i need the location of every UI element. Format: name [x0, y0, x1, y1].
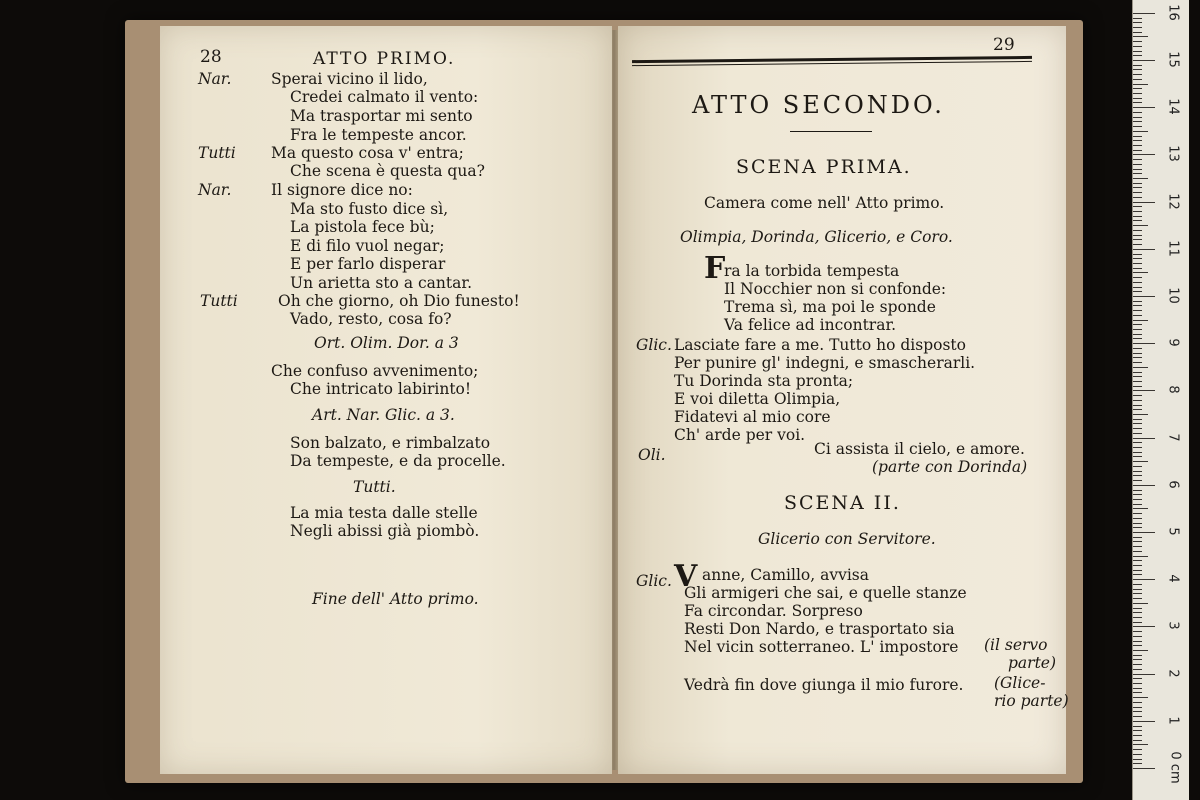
verse-line: anne, Camillo, avvisa [702, 566, 869, 584]
ruler-tick [1133, 159, 1142, 160]
verse-line: Credei calmato il vento: [290, 88, 479, 106]
ruler-tick [1133, 584, 1142, 585]
ruler-tick [1133, 390, 1155, 391]
verse-line: Il signore dice no: [271, 181, 413, 199]
ruler-tick [1133, 36, 1148, 37]
ruler-tick [1133, 532, 1155, 533]
ruler-tick [1133, 192, 1142, 193]
ruler-tick [1133, 287, 1142, 288]
ruler-tick [1133, 51, 1142, 52]
ruler-tick [1133, 126, 1142, 127]
speaker-label: Nar. [198, 70, 232, 88]
ruler-tick [1133, 471, 1142, 472]
ruler-tick [1133, 263, 1142, 264]
speaker-label: Glic. [636, 572, 672, 590]
ruler-tick [1133, 272, 1148, 273]
ruler-tick [1133, 112, 1142, 113]
ruler-tick [1133, 664, 1142, 665]
verse-line: Negli abissi già piombò. [290, 522, 480, 540]
ruler-tick [1133, 711, 1142, 712]
ruler-label: 16 [1165, 4, 1181, 21]
ruler-tick [1133, 140, 1142, 141]
verse-line: Il Nocchier non si confonde: [724, 280, 947, 298]
ruler-tick [1133, 433, 1142, 434]
ruler-tick [1133, 121, 1142, 122]
ruler-tick [1133, 688, 1142, 689]
ruler-tick [1133, 518, 1142, 519]
ruler-tick [1133, 235, 1142, 236]
ruler-tick [1133, 560, 1142, 561]
ruler-tick [1133, 631, 1142, 632]
ruler-tick [1133, 386, 1142, 387]
ruler-tick [1133, 475, 1142, 476]
ruler-tick [1133, 645, 1142, 646]
ruler-tick [1133, 164, 1142, 165]
speaker-label: Glic. [636, 336, 672, 354]
ruler-tick [1133, 117, 1142, 118]
ruler-label: 1 [1165, 716, 1181, 725]
verse-line: E di filo vuol negar; [290, 237, 445, 255]
ruler-tick [1133, 145, 1142, 146]
ruler-label: 10 [1165, 287, 1181, 304]
stage-direction: (Glice- [994, 674, 1046, 692]
ruler-tick [1133, 556, 1148, 557]
ruler-tick [1133, 320, 1148, 321]
ruler-tick [1133, 282, 1142, 283]
ensemble-label: Art. Nar. Glic. a 3. [312, 406, 455, 424]
ruler-tick [1133, 98, 1142, 99]
verse-line: Da tempeste, e da procelle. [290, 452, 506, 470]
ruler-tick [1133, 291, 1142, 292]
ruler-tick [1133, 456, 1142, 457]
ruler-tick [1133, 268, 1142, 269]
verse-line: Nel vicin sotterraneo. L' impostore [684, 638, 959, 656]
ruler-tick [1133, 768, 1155, 769]
ruler-tick [1133, 107, 1155, 108]
ruler-tick [1133, 452, 1142, 453]
ruler-tick [1133, 730, 1142, 731]
ruler-tick [1133, 301, 1142, 302]
ruler-tick [1133, 22, 1142, 23]
ruler-tick [1133, 763, 1142, 764]
ruler-tick [1133, 565, 1142, 566]
ruler-tick [1133, 178, 1148, 179]
ruler-label: 4 [1165, 574, 1181, 583]
ruler-tick [1133, 216, 1142, 217]
ruler-tick [1133, 338, 1142, 339]
ruler-tick [1133, 669, 1142, 670]
ruler-tick [1133, 69, 1142, 70]
ruler-tick [1133, 362, 1142, 363]
ruler-tick [1133, 683, 1142, 684]
running-head: ATTO PRIMO. [313, 49, 456, 69]
ruler-tick [1133, 744, 1148, 745]
ruler-tick [1133, 343, 1155, 344]
verse-line: Tu Dorinda sta pronta; [674, 372, 854, 390]
ruler-tick [1133, 579, 1155, 580]
ruler-tick [1133, 315, 1142, 316]
page-number: 28 [200, 47, 222, 67]
ruler-tick [1133, 136, 1142, 137]
speaker-label: Tutti [198, 144, 236, 162]
verse-line: Un arietta sto a cantar. [290, 274, 472, 292]
verse-line: Trema sì, ma poi le sponde [724, 298, 936, 316]
ruler-tick [1133, 570, 1142, 571]
ruler-tick [1133, 749, 1142, 750]
ruler-tick [1133, 513, 1142, 514]
ruler-label: 8 [1165, 385, 1181, 395]
ruler-tick [1133, 329, 1142, 330]
ruler-tick [1133, 438, 1155, 439]
ruler-tick [1133, 721, 1155, 722]
ruler-tick [1133, 655, 1142, 656]
ruler-tick [1133, 348, 1142, 349]
character-list: Glicerio con Servitore. [758, 530, 936, 548]
ruler-tick [1133, 102, 1142, 103]
ruler-tick [1133, 18, 1142, 19]
ruler-tick [1133, 32, 1142, 33]
ruler-tick [1133, 372, 1142, 373]
verse-line: Resti Don Nardo, e trasportato sia [684, 620, 955, 638]
ruler-tick [1133, 541, 1142, 542]
left-page [160, 26, 612, 774]
ruler-tick [1133, 759, 1142, 760]
verse-line: La mia testa dalle stelle [290, 504, 478, 522]
drop-capital: V [674, 559, 698, 594]
ruler-tick [1133, 414, 1148, 415]
ruler-tick [1133, 589, 1142, 590]
ruler-label: 2 [1165, 668, 1181, 678]
verse-line: Che scena è questa qua? [290, 162, 485, 180]
ruler-tick [1133, 154, 1155, 155]
ruler-tick [1133, 617, 1142, 618]
ruler-tick [1133, 650, 1148, 651]
ruler-tick [1133, 692, 1142, 693]
ruler-tick [1133, 395, 1142, 396]
ruler-tick [1133, 353, 1142, 354]
right-page [618, 26, 1069, 774]
ruler-tick [1133, 230, 1142, 231]
verse-line: La pistola fece bù; [290, 218, 435, 236]
verse-line: Oh che giorno, oh Dio funesto! [278, 292, 520, 310]
ruler-tick [1133, 480, 1142, 481]
act-end-note: Fine dell' Atto primo. [312, 590, 479, 608]
ruler-tick [1133, 702, 1142, 703]
stage-setting: Camera come nell' Atto primo. [704, 194, 945, 212]
ruler-tick [1133, 546, 1142, 547]
ruler-tick [1133, 754, 1142, 755]
ruler-tick [1133, 537, 1142, 538]
act-title: ATTO SECONDO. [692, 91, 945, 119]
ruler-label: 15 [1165, 51, 1181, 68]
ruler-tick [1133, 447, 1142, 448]
ruler-tick [1133, 244, 1142, 245]
ruler-tick [1133, 296, 1155, 297]
ruler-tick [1133, 46, 1142, 47]
ruler-tick [1133, 504, 1142, 505]
ruler-tick [1133, 603, 1148, 604]
scene-title: SCENA PRIMA. [736, 156, 912, 178]
verse-line: Fra le tempeste ancor. [290, 126, 467, 144]
ruler-tick [1133, 499, 1142, 500]
ruler-label: 14 [1165, 98, 1181, 115]
verse-line: Gli armigeri che sai, e quelle stanze [684, 584, 967, 602]
ruler-tick [1133, 409, 1142, 410]
verse-line: Ch' arde per voi. [674, 426, 806, 444]
ruler-tick [1133, 367, 1148, 368]
verse-line: Ci assista il cielo, e amore. [814, 440, 1025, 458]
ruler-tick [1133, 659, 1142, 660]
ruler-label: 11 [1165, 240, 1181, 257]
page-number: 29 [993, 35, 1015, 55]
speaker-label: Oli. [638, 446, 666, 464]
ruler-tick [1133, 641, 1142, 642]
ruler-label: 6 [1165, 480, 1181, 489]
scene-title: SCENA II. [784, 492, 901, 514]
ruler-tick [1133, 202, 1155, 203]
ruler-tick [1133, 206, 1142, 207]
verse-line: Che confuso avvenimento; [271, 362, 479, 380]
ruler-tick [1133, 249, 1155, 250]
ruler-tick [1133, 622, 1142, 623]
stage-direction: rio parte) [994, 692, 1069, 710]
verse-line: Sperai vicino il lido, [271, 70, 428, 88]
verse-line: Ma sto fusto dice sì, [290, 200, 449, 218]
verse-line: Son balzato, e rimbalzato [290, 434, 491, 452]
ruler-tick [1133, 55, 1142, 56]
verse-line: Fa circondar. Sorpreso [684, 602, 863, 620]
ruler-tick [1133, 88, 1142, 89]
ruler-tick [1133, 494, 1142, 495]
ruler-tick [1133, 697, 1148, 698]
ruler-tick [1133, 13, 1155, 14]
ruler-tick [1133, 220, 1142, 221]
ruler-tick [1133, 150, 1142, 151]
stage-direction: (parte con Dorinda) [872, 458, 1028, 476]
ruler-tick [1133, 381, 1142, 382]
ruler-tick [1133, 305, 1142, 306]
stage-direction: parte) [1008, 654, 1057, 672]
ensemble-label: Tutti. [353, 478, 396, 496]
ruler-tick [1133, 84, 1148, 85]
ruler-label: 9 [1165, 338, 1181, 347]
verse-line: Lasciate fare a me. Tutto ho disposto [674, 336, 966, 354]
ruler-tick [1133, 187, 1142, 188]
ruler-label: 0 cm [1167, 751, 1183, 784]
ruler-tick [1133, 527, 1142, 528]
ruler-tick [1133, 41, 1142, 42]
ruler-tick [1133, 74, 1142, 75]
ruler-tick [1133, 27, 1142, 28]
ruler-tick [1133, 707, 1142, 708]
ruler-tick [1133, 169, 1142, 170]
verse-line: Ma trasportar mi sento [290, 107, 473, 125]
stage-direction: (il servo [984, 636, 1048, 654]
ruler-tick [1133, 442, 1142, 443]
ruler-tick [1133, 735, 1142, 736]
ensemble-label: Ort. Olim. Dor. a 3 [314, 334, 459, 352]
ruler-label: 12 [1165, 192, 1181, 210]
ruler-tick [1133, 376, 1142, 377]
ruler-tick [1133, 197, 1142, 198]
verse-line: ra la torbida tempesta [724, 262, 900, 280]
verse-line: Fidatevi al mio core [674, 408, 831, 426]
ruler-tick [1133, 428, 1142, 429]
ruler-tick [1133, 357, 1142, 358]
measurement-ruler [1132, 0, 1189, 800]
ruler-tick [1133, 277, 1142, 278]
verse-line: E voi diletta Olimpia, [674, 390, 841, 408]
verse-line: Va felice ad incontrar. [724, 316, 897, 334]
ruler-tick [1133, 60, 1155, 61]
ruler-tick [1133, 400, 1142, 401]
ruler-tick [1133, 626, 1155, 627]
ruler-tick [1133, 93, 1142, 94]
ruler-tick [1133, 310, 1142, 311]
ruler-tick [1133, 608, 1142, 609]
ruler-tick [1133, 466, 1142, 467]
ruler-tick [1133, 419, 1142, 420]
ruler-tick [1133, 593, 1142, 594]
ruler-tick [1133, 334, 1142, 335]
speaker-label: Tutti [200, 292, 238, 310]
drop-capital: F [704, 251, 726, 286]
ruler-tick [1133, 551, 1142, 552]
ruler-tick [1133, 674, 1155, 675]
verse-line: Per punire gl' indegni, e smascherarli. [674, 354, 976, 372]
ruler-tick [1133, 461, 1148, 462]
ruler-tick [1133, 574, 1142, 575]
ruler-tick [1133, 254, 1142, 255]
ruler-label: 3 [1165, 621, 1181, 631]
ruler-tick [1133, 65, 1142, 66]
ruler-tick [1133, 740, 1142, 741]
ruler-tick [1133, 258, 1142, 259]
character-list: Olimpia, Dorinda, Glicerio, e Coro. [680, 228, 953, 246]
ruler-tick [1133, 523, 1142, 524]
ruler-tick [1133, 211, 1142, 212]
ruler-label: 5 [1165, 527, 1181, 536]
title-rule [790, 131, 872, 132]
ruler-tick [1133, 324, 1142, 325]
ruler-tick [1133, 79, 1142, 80]
verse-line: Vado, resto, cosa fo? [290, 310, 452, 328]
ruler-tick [1133, 726, 1142, 727]
ruler-tick [1133, 239, 1142, 240]
verse-line: Vedrà fin dove giunga il mio furore. [684, 676, 964, 694]
ruler-tick [1133, 423, 1142, 424]
verse-line: Ma questo cosa v' entra; [271, 144, 464, 162]
ruler-tick [1133, 716, 1142, 717]
ruler-tick [1133, 636, 1142, 637]
speaker-label: Nar. [198, 181, 232, 199]
ruler-label: 13 [1165, 145, 1181, 163]
ruler-tick [1133, 173, 1142, 174]
ruler-tick [1133, 405, 1142, 406]
ruler-tick [1133, 508, 1148, 509]
ruler-tick [1133, 131, 1148, 132]
ruler-label: 7 [1165, 432, 1181, 442]
ruler-tick [1133, 183, 1142, 184]
ruler-tick [1133, 490, 1142, 491]
ruler-tick [1133, 485, 1155, 486]
verse-line: Che intricato labirinto! [290, 380, 472, 398]
ruler-tick [1133, 225, 1148, 226]
ruler-tick [1133, 678, 1142, 679]
ruler-tick [1133, 598, 1142, 599]
ruler-tick [1133, 612, 1142, 613]
verse-line: E per farlo disperar [290, 255, 446, 273]
